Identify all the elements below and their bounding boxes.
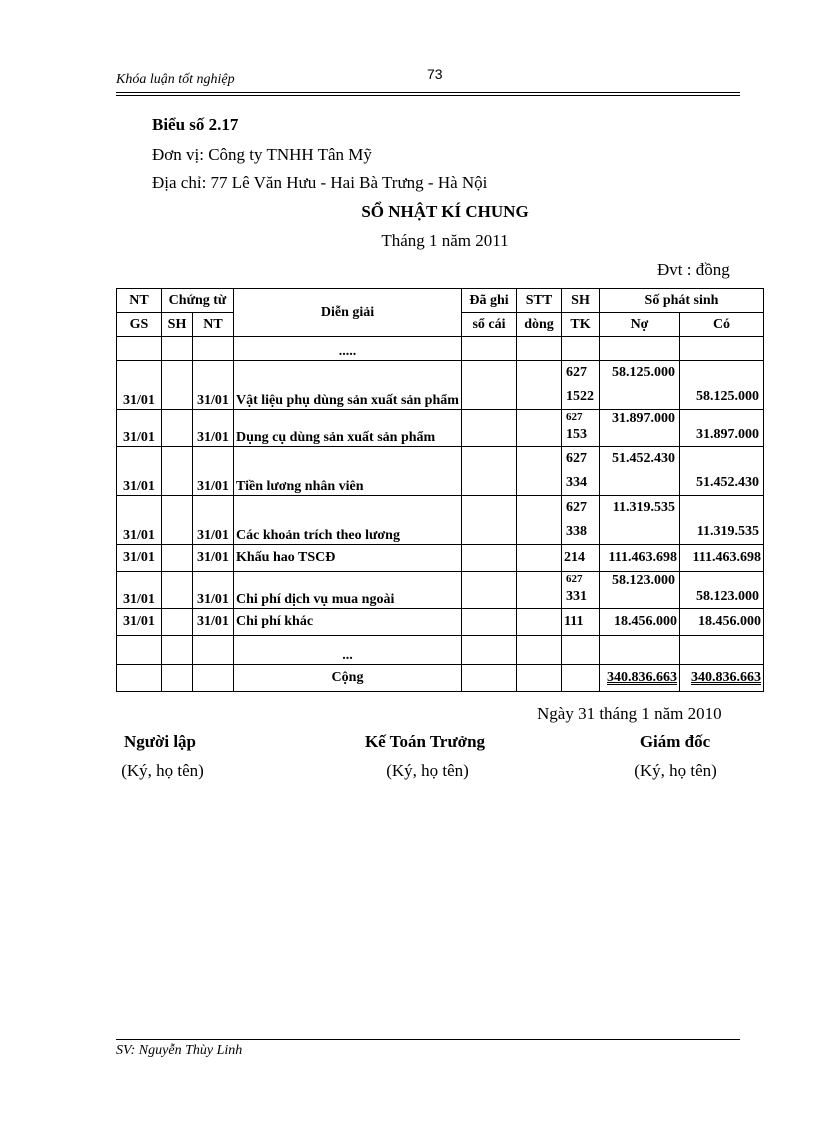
total-debit-value: 340.836.663 [607, 670, 677, 685]
header-gs: GS [117, 313, 162, 337]
header-sh-sub: SH [162, 313, 193, 337]
ellipsis-top: ..... [234, 337, 462, 361]
header-title: Khóa luận tốt nghiệp [116, 72, 235, 87]
cell-date: 31/01 [117, 361, 162, 410]
cell-credit [680, 410, 764, 447]
cell-account [562, 361, 600, 410]
cell-sh [162, 496, 193, 545]
cell-sh [162, 447, 193, 496]
cell-sh [162, 361, 193, 410]
cell-nt: 31/01 [193, 447, 234, 496]
journal-table [116, 288, 764, 692]
account-debit: 627 [566, 573, 583, 585]
cell-debit [600, 572, 680, 609]
company-address: Địa chỉ: 77 Lê Văn Hưu - Hai Bà Trưng - Hà Nội [152, 173, 488, 192]
header-nt: NT [117, 289, 162, 313]
cell-debit [600, 410, 680, 447]
cell-sh [162, 609, 193, 636]
total-credit [680, 665, 764, 692]
cell-description: Vật liệu phụ dùng sản xuất sản phẩm [234, 361, 462, 410]
cell-nt: 31/01 [193, 496, 234, 545]
credit-amount: 58.123.000 [696, 589, 759, 604]
cell-sh [162, 572, 193, 609]
cell-credit [680, 572, 764, 609]
sign-note-chief-accountant: (Ký, họ tên) [386, 761, 469, 780]
total-label: Cộng [234, 665, 462, 692]
cell-description: Khấu hao TSCĐ [234, 545, 462, 572]
debit-amount: 58.125.000 [612, 365, 675, 380]
account-credit: 334 [566, 475, 587, 490]
footer-rule [116, 1039, 740, 1040]
cell-debit: 111.463.698 [600, 545, 680, 572]
header-stt: STT [517, 289, 562, 313]
account-debit: 627 [566, 451, 587, 466]
cell-description: Tiền lương nhân viên [234, 447, 462, 496]
signature-director: Giám đốc [639, 732, 711, 751]
cell-nt: 31/01 [193, 545, 234, 572]
cell-description: Dụng cụ dùng sản xuất sản phẩm [234, 410, 462, 447]
header-da-ghi: Đã ghi [462, 289, 517, 313]
page-number: 73 [427, 66, 443, 82]
credit-amount: 11.319.535 [696, 524, 759, 539]
cell-nt: 31/01 [193, 410, 234, 447]
cell-credit [680, 361, 764, 410]
cell-nt: 31/01 [193, 361, 234, 410]
cell-description: Chi phí khác [234, 609, 462, 636]
header-rule [116, 92, 740, 93]
cell-debit: 18.456.000 [600, 609, 680, 636]
cell-credit: 111.463.698 [680, 545, 764, 572]
cell-account: 214 [562, 545, 600, 572]
cell-date: 31/01 [117, 545, 162, 572]
cell-account: 111 [562, 609, 600, 636]
footer-student: SV: Nguyễn Thùy Linh [116, 1043, 243, 1058]
cell-credit [680, 496, 764, 545]
company-unit: Đơn vị: Công ty TNHH Tân Mỹ [152, 145, 372, 164]
table-row [117, 447, 764, 496]
cell-date: 31/01 [117, 410, 162, 447]
account-debit: 627 [566, 500, 587, 515]
header-sh: SH [562, 289, 600, 313]
header-rule-double [116, 95, 740, 96]
cell-date: 31/01 [117, 447, 162, 496]
cell-account [562, 572, 600, 609]
cell-description: Chi phí dịch vụ mua ngoài [234, 572, 462, 609]
cell-date: 31/01 [117, 609, 162, 636]
cell-sh [162, 410, 193, 447]
header-so-cai: sổ cái [462, 313, 517, 337]
cell-sh [162, 545, 193, 572]
header-so-phat-sinh: Số phát sinh [600, 289, 764, 313]
debit-amount: 58.123.000 [612, 573, 675, 588]
header-co: Có [680, 313, 764, 337]
signature-chief-accountant: Kế Toán Trưởng [364, 732, 486, 751]
cell-debit [600, 361, 680, 410]
account-credit: 331 [566, 589, 587, 604]
credit-amount: 51.452.430 [696, 475, 759, 490]
form-number: Biểu số 2.17 [152, 115, 239, 134]
debit-amount: 31.897.000 [612, 411, 675, 426]
unit-of-measure: Đvt : đồng [657, 260, 730, 279]
debit-amount: 51.452.430 [612, 451, 675, 466]
header-nt-sub: NT [193, 313, 234, 337]
credit-amount: 31.897.000 [696, 427, 759, 442]
table-row [117, 361, 764, 410]
table-row [117, 496, 764, 545]
debit-amount: 11.319.535 [612, 500, 675, 515]
cell-debit [600, 496, 680, 545]
cell-credit [680, 447, 764, 496]
account-credit: 338 [566, 524, 587, 539]
header-dien-giai: Diễn giải [234, 289, 462, 337]
table-row [117, 572, 764, 609]
table-row [117, 545, 764, 572]
cell-description: Các khoản trích theo lương [234, 496, 462, 545]
cell-date: 31/01 [117, 572, 162, 609]
table-row-ellipsis-top [117, 337, 764, 361]
table-header-row [117, 289, 764, 313]
sign-note-preparer: (Ký, họ tên) [121, 761, 204, 780]
ledger-title: SỔ NHẬT KÍ CHUNG [361, 202, 529, 221]
cell-nt: 31/01 [193, 572, 234, 609]
total-credit-value: 340.836.663 [691, 670, 761, 685]
sign-note-director: (Ký, họ tên) [634, 761, 717, 780]
credit-amount: 58.125.000 [696, 389, 759, 404]
ellipsis-bottom: ... [234, 636, 462, 665]
table-row [117, 410, 764, 447]
cell-nt: 31/01 [193, 609, 234, 636]
account-debit: 627 [566, 411, 583, 423]
header-dong: dòng [517, 313, 562, 337]
total-row [117, 665, 764, 692]
cell-date: 31/01 [117, 496, 162, 545]
cell-account [562, 496, 600, 545]
signature-preparer: Người lập [123, 732, 197, 751]
total-debit [600, 665, 680, 692]
header-no: Nợ [600, 313, 680, 337]
cell-credit: 18.456.000 [680, 609, 764, 636]
ledger-period: Tháng 1 năm 2011 [381, 231, 509, 250]
cell-debit [600, 447, 680, 496]
cell-account [562, 447, 600, 496]
table-row-ellipsis-bottom [117, 636, 764, 665]
header-chung-tu: Chứng từ [162, 289, 234, 313]
date-line: Ngày 31 tháng 1 năm 2010 [537, 704, 722, 723]
account-credit: 1522 [566, 389, 594, 404]
account-credit: 153 [566, 427, 587, 442]
account-debit: 627 [566, 365, 587, 380]
table-row [117, 609, 764, 636]
cell-account [562, 410, 600, 447]
header-tk: TK [562, 313, 600, 337]
